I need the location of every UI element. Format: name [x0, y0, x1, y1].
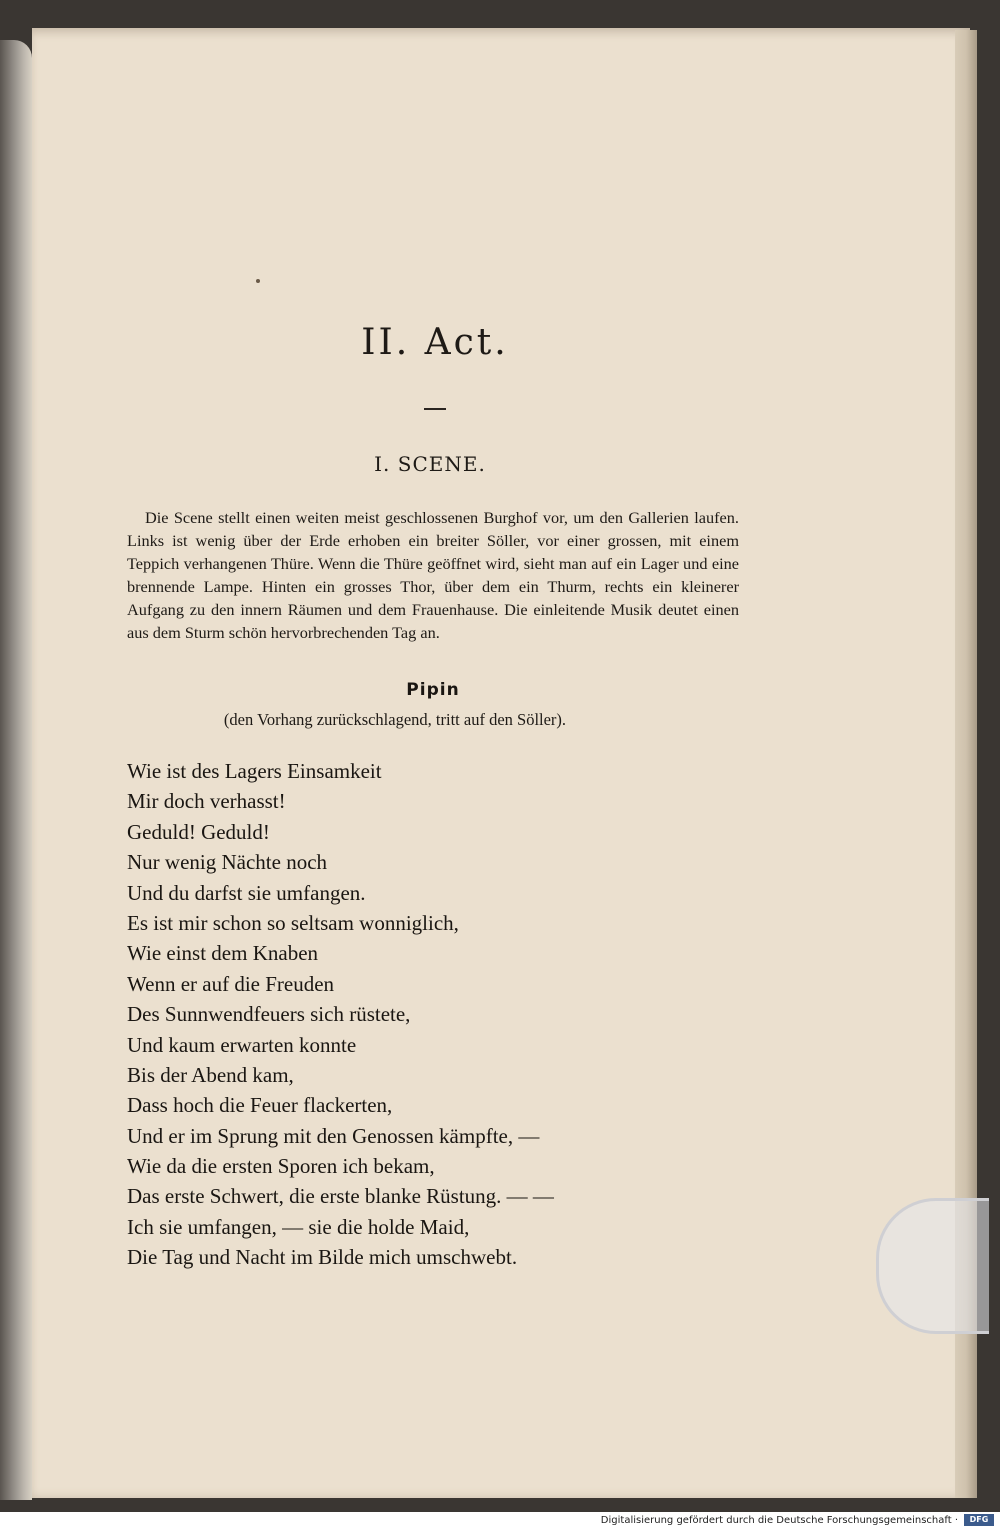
scene-title: I. SCENE.: [374, 452, 486, 476]
verse-line: Des Sunnwendfeuers sich rüstete,: [127, 1002, 411, 1027]
verse-line: Und du darfst sie umfangen.: [127, 880, 366, 905]
page-clip: [876, 1198, 989, 1334]
act-separator-rule: [424, 408, 446, 410]
verse-line: Ich sie umfangen, — sie die holde Maid,: [127, 1214, 470, 1239]
stage-direction-paragraph: Die Scene stellt einen weiten meist geschlossenen Burghof vor, um den Gallerien laufen. Links ist wenig über der Erde erhoben ein breiter Söller, vor einer grossen, mit einem Teppich verhangenen Thüre. Wenn die Thüre geöffnet wird, sieht man auf ein Lager und eine brennende Lampe. Hinten ein grosses Thor, über dem ein Thurm, rechts ein kleinerer Aufgang zu den innern Räumen und dem Frauenhause. Die einleitende Musik deutet einen aus dem Sturm schön hervorbrechenden Tag an.: [127, 508, 739, 642]
verse-line: Wenn er auf die Freuden: [127, 971, 335, 996]
dfg-logo-icon: DFG: [964, 1514, 994, 1526]
speaker-stage-direction: (den Vorhang zurückschlagend, tritt auf den Söller).: [223, 710, 567, 729]
verse-line: Und er im Sprung mit den Genossen kämpfte, —: [127, 1123, 540, 1148]
verse-line: Es ist mir schon so seltsam wonniglich,: [127, 910, 459, 935]
book-cover-edge: [0, 40, 32, 1500]
verse-line: Wie einst dem Knaben: [127, 941, 319, 966]
speaker-name: Pipin: [406, 680, 460, 700]
verse-line: Und kaum erwarten konnte: [127, 1032, 357, 1057]
verse-line: Bis der Abend kam,: [127, 1062, 294, 1087]
ink-speck: [256, 279, 260, 283]
footer-credit: Digitalisierung gefördert durch die Deutsche Forschungsgemeinschaft ·: [600, 1515, 958, 1526]
verse-line: Mir doch verhasst!: [127, 789, 286, 814]
verse-line: Wie ist des Lagers Einsamkeit: [127, 759, 382, 783]
verse-line: Nur wenig Nächte noch: [127, 850, 328, 875]
verse-line: Dass hoch die Feuer flackerten,: [127, 1093, 393, 1118]
verse-lines: [127, 756, 687, 1273]
verse-line: Geduld! Geduld!: [127, 819, 270, 844]
act-title: II. Act.: [361, 322, 509, 363]
verse-line: Die Tag und Nacht im Bilde mich umschwebt.: [127, 1245, 518, 1270]
verse-line: Das erste Schwert, die erste blanke Rüstung. — —: [127, 1184, 554, 1209]
verse-line: Wie da die ersten Sporen ich bekam,: [127, 1154, 435, 1179]
